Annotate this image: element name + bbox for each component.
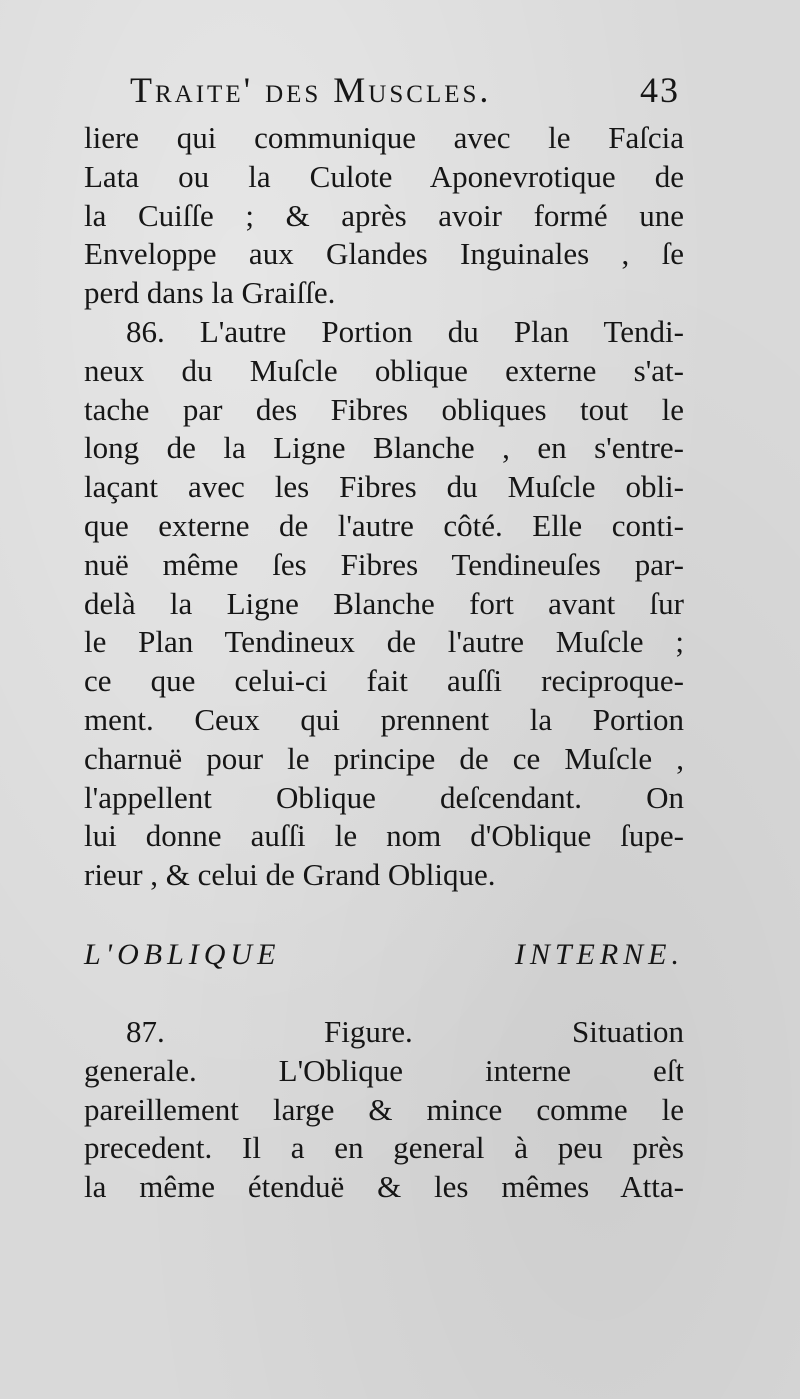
- text-line: ce que celui-ci fait auſſi reciproque-: [84, 663, 684, 699]
- text-line: charnuë pour le principe de ce Muſcle ,: [84, 740, 684, 776]
- page-number: 43: [640, 70, 680, 110]
- text-line: lui donne auſſi le nom d'Oblique ſupe-: [84, 818, 684, 854]
- text-line: ment. Ceux qui prennent la Portion: [84, 701, 684, 737]
- text-line: laçant avec les Fibres du Muſcle obli-: [84, 469, 684, 505]
- text-line: Enveloppe aux Glandes Inguinales , ſe: [84, 236, 684, 272]
- text-line: liere qui communique avec le Faſcia: [84, 120, 684, 155]
- text-line: pareillement large & mince comme le: [84, 1091, 684, 1127]
- paragraph-87-start: 87. Figure. Situation: [126, 1013, 684, 1049]
- running-head: [130, 70, 680, 110]
- text-line: Lata ou la Culote Aponevrotique de: [84, 158, 684, 194]
- body-text: [84, 119, 684, 1207]
- text-line: nuë même ſes Fibres Tendineuſes par-: [84, 546, 684, 582]
- text-line: l'appellent Oblique deſcendant. On: [84, 779, 684, 815]
- paragraph-86-start: 86. L'autre Portion du Plan Tendi-: [126, 313, 684, 349]
- text-line: rieur , & celui de Grand Oblique.: [84, 857, 496, 893]
- text-line: perd dans la Graiſſe.: [84, 275, 336, 311]
- text-line: tache par des Fibres obliques tout le: [84, 391, 684, 427]
- text-line: que externe de l'autre côté. Elle conti-: [84, 507, 684, 543]
- text-line: delà la Ligne Blanche fort avant ſur: [84, 585, 684, 621]
- text-line: neux du Muſcle oblique externe s'at-: [84, 352, 684, 388]
- text-line: precedent. Il a en general à peu près: [84, 1130, 684, 1166]
- text-line: la Cuiſſe ; & après avoir formé une: [84, 197, 684, 233]
- section-heading: L'OBLIQUE INTERNE.: [84, 937, 684, 971]
- text-line: long de la Ligne Blanche , en s'entre-: [84, 430, 684, 466]
- text-line: generale. L'Oblique interne eſt: [84, 1052, 684, 1088]
- running-head-title: Traite' des Muscles.: [130, 70, 492, 110]
- text-line: la même étenduë & les mêmes Atta-: [84, 1169, 684, 1205]
- text-line: le Plan Tendineux de l'autre Muſcle ;: [84, 624, 684, 660]
